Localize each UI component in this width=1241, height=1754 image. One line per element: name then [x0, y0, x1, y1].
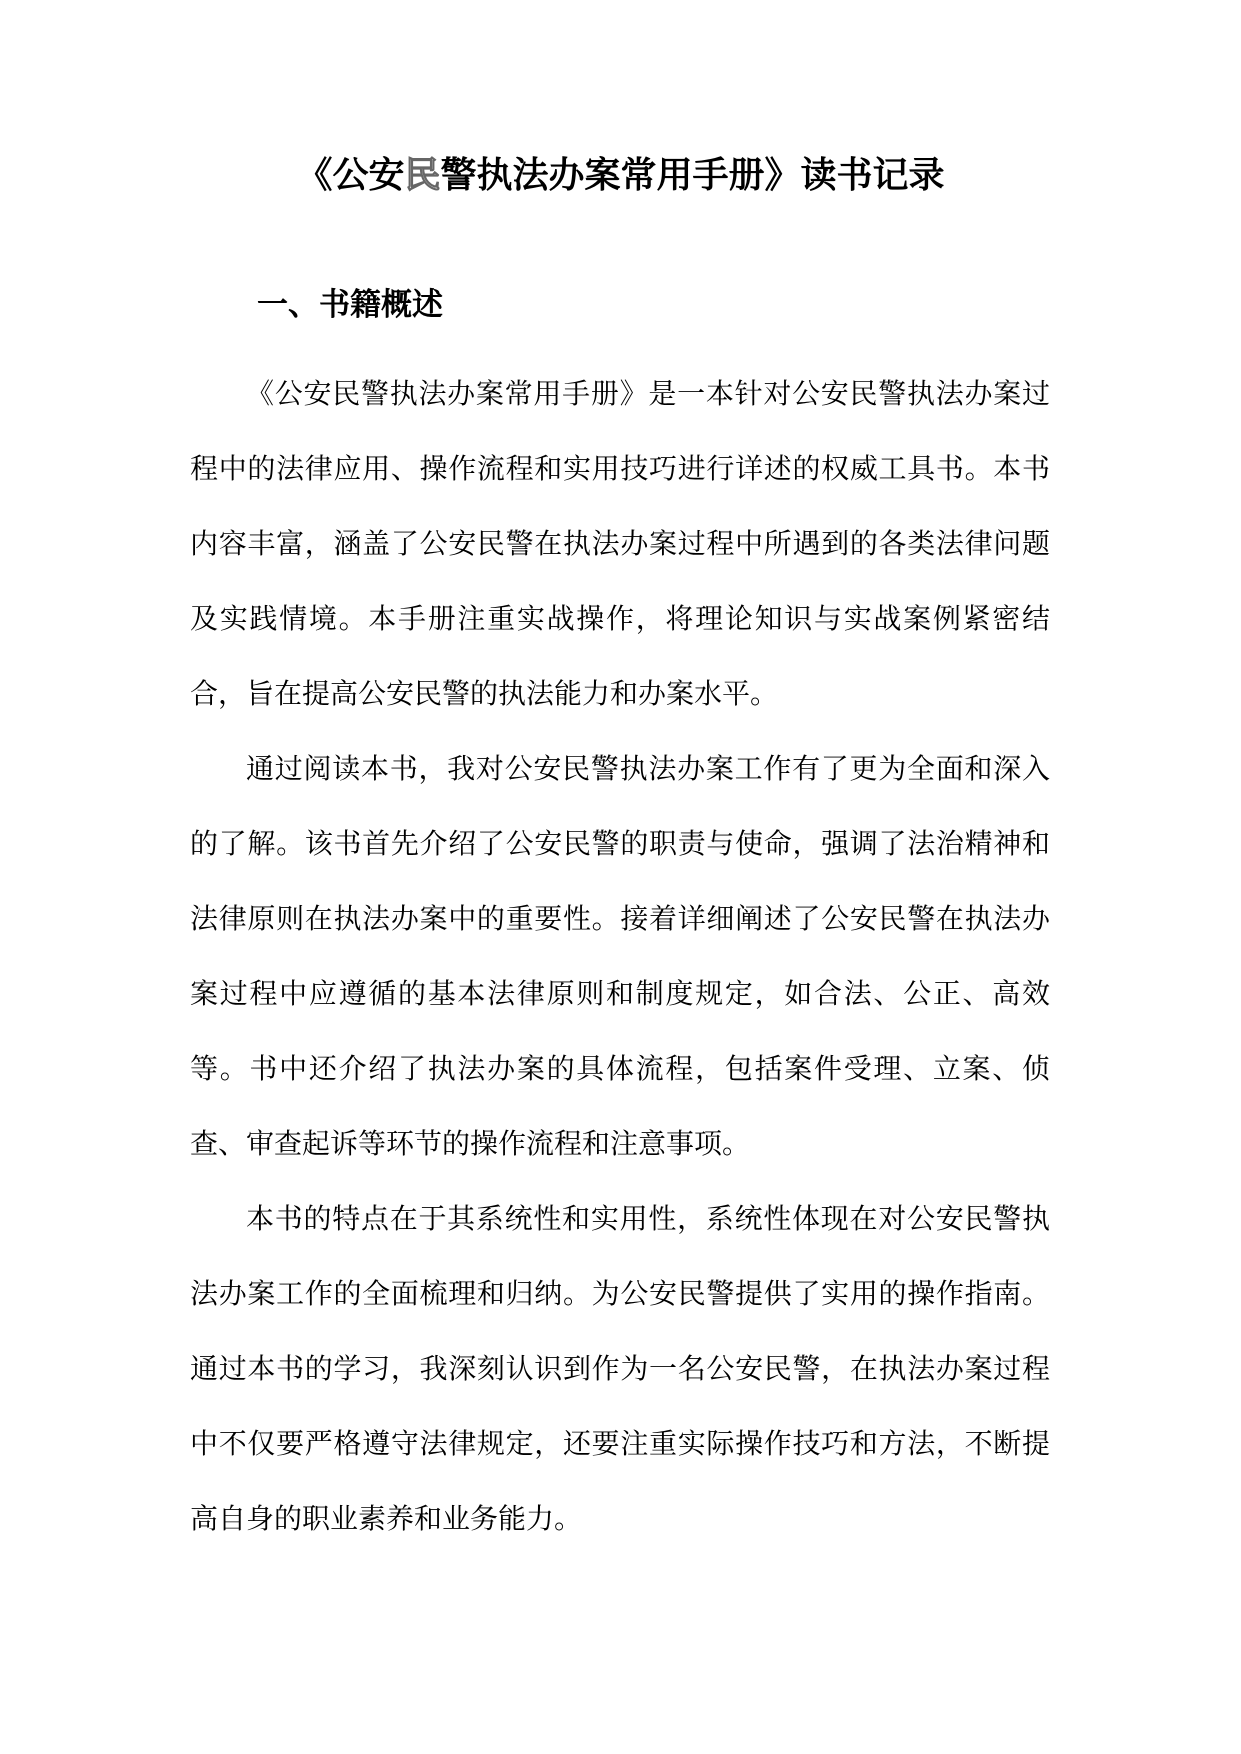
document-title	[0, 146, 1241, 206]
title-prefix: 《公安	[296, 155, 405, 196]
paragraph-3: 本书的特点在于其系统性和实用性，系统性体现在对公安民警执法办案工作的全面梳理和归纳。为公安民警提供了实用的操作指南。通过本书的学习，我深刻认识到作为一名公安民警，在执法办案过程中不仅要严格遵守法律规定，还要注重实际操作技巧和方法，不断提高自身的职业素养和业务能力。	[190, 1202, 1050, 1535]
paragraph-2: 通过阅读本书，我对公安民警执法办案工作有了更为全面和深入的了解。该书首先介绍了公安民警的职责与使命，强调了法治精神和法律原则在执法办案中的重要性。接着详细阐述了公安民警在执法办案过程中应遵循的基本法律原则和制度规定，如合法、公正、高效等。书中还介绍了执法办案的具体流程，包括案件受理、立案、侦查、审查起诉等环节的操作流程和注意事项。	[190, 752, 1050, 1160]
title-highlight-char: 民	[404, 155, 441, 196]
paragraph-1: 《公安民警执法办案常用手册》是一本针对公安民警执法办案过程中的法律应用、操作流程和实用技巧进行详述的权威工具书。本书内容丰富，涵盖了公安民警在执法办案过程中所遇到的各类法律问题及实践情境。本手册注重实战操作，将理论知识与实战案例紧密结合，旨在提高公安民警的执法能力和办案水平。	[190, 377, 1050, 710]
title-suffix: 警执法办案常用手册》读书记录	[440, 155, 945, 196]
document-body	[190, 356, 1050, 1556]
section-heading: 一、书籍概述	[257, 287, 443, 323]
